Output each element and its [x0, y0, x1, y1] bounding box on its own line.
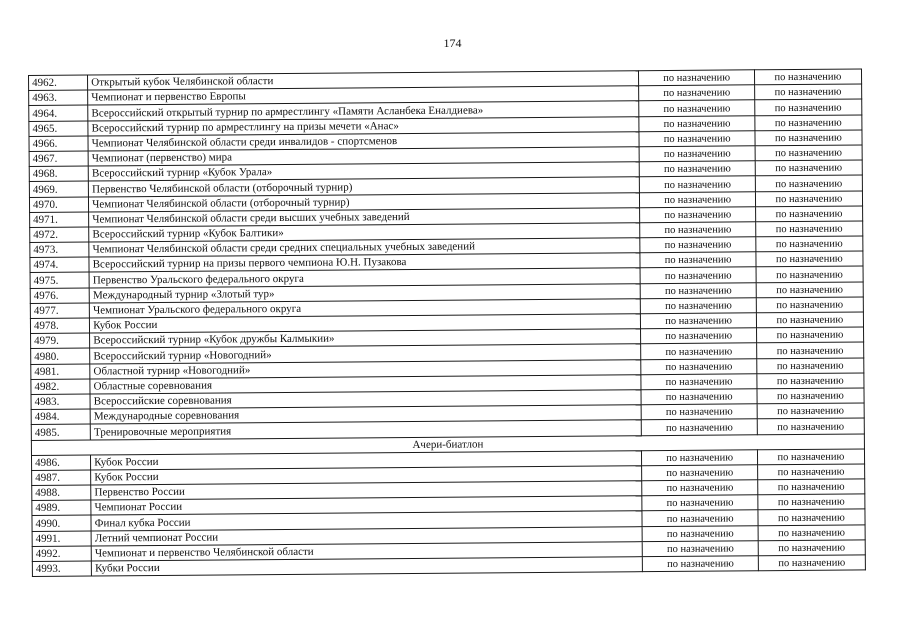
value-cell-second: по назначению — [754, 69, 861, 85]
row-number: 4979. — [31, 333, 90, 349]
value-cell-first: по назначению — [642, 449, 757, 465]
event-name: Областной турнир «Новогодний» — [90, 359, 641, 379]
value-cell-second: по назначению — [756, 251, 863, 267]
row-number: 4991. — [32, 531, 91, 547]
event-name: Финал кубка России — [91, 511, 642, 531]
value-cell-second: по назначению — [755, 145, 862, 161]
value-cell-second: по назначению — [757, 388, 864, 404]
event-name: Чемпионат Челябинской области среди высших учебных заведений — [89, 207, 640, 227]
row-number: 4990. — [32, 515, 91, 531]
value-cell-first: по назначению — [641, 358, 756, 374]
value-cell-second: по назначению — [758, 509, 865, 525]
value-cell-first: по назначению — [641, 389, 756, 405]
value-cell-first: по назначению — [641, 328, 756, 344]
value-cell-second: по назначению — [755, 190, 862, 206]
row-number: 4986. — [31, 455, 90, 471]
row-number: 4968. — [29, 166, 88, 182]
value-cell-first: по назначению — [639, 85, 754, 101]
value-cell-second: по назначению — [758, 494, 865, 510]
value-cell-second: по назначению — [755, 206, 862, 222]
row-number: 4975. — [30, 272, 89, 288]
value-cell-first: по назначению — [643, 525, 758, 541]
events-table — [28, 68, 866, 577]
value-cell-first: по назначению — [640, 206, 755, 222]
event-name: Кубок России — [91, 466, 642, 486]
value-cell-first: по назначению — [641, 374, 756, 390]
event-name: Чемпионат и первенство Челябинской области — [91, 541, 642, 561]
event-name: Первенство Челябинской области (отборочный турнир) — [89, 177, 640, 197]
value-cell-second: по назначению — [755, 160, 862, 176]
value-cell-first: по назначению — [640, 237, 755, 253]
value-cell-second: по назначению — [755, 130, 862, 146]
event-name: Чемпионат Челябинской области среди средних специальных учебных заведений — [89, 238, 640, 258]
event-name: Первенство России — [91, 481, 642, 501]
value-cell-first: по назначению — [640, 176, 755, 192]
event-name: Летний чемпионат России — [91, 526, 642, 546]
row-number: 4978. — [30, 318, 89, 334]
section-title: Ачери-биатлон — [31, 433, 864, 455]
event-name: Всероссийский турнир по армрестлингу на призы мечети «Анас» — [88, 116, 639, 136]
row-number: 4988. — [32, 485, 91, 501]
row-number: 4974. — [30, 257, 89, 273]
event-name: Тренировочные мероприятия — [90, 420, 641, 440]
row-number: 4980. — [31, 348, 90, 364]
event-name: Кубок России — [91, 450, 642, 470]
value-cell-first: по назначению — [642, 404, 757, 420]
row-number: 4967. — [29, 151, 88, 167]
event-name: Международные соревнования — [90, 405, 641, 425]
value-cell-first: по назначению — [642, 510, 757, 526]
value-cell-first: по назначению — [642, 419, 757, 435]
value-cell-second: по назначению — [755, 221, 862, 237]
value-cell-second: по назначению — [758, 525, 865, 541]
event-name: Открытый кубок Челябинской области — [88, 71, 639, 91]
value-cell-second: по назначению — [757, 418, 864, 434]
event-name: Чемпионат России — [91, 496, 642, 516]
row-number: 4984. — [31, 409, 90, 425]
event-name: Международный турнир «Злотый тур» — [89, 283, 640, 303]
row-number: 4973. — [30, 242, 89, 258]
event-name: Всероссийский открытый турнир по армрестлингу «Памяти Асланбека Еналдиева» — [88, 101, 639, 121]
value-cell-first: по назначению — [640, 146, 755, 162]
value-cell-second: по назначению — [755, 99, 862, 115]
event-name: Чемпионат Челябинской области среди инвалидов - спортсменов — [88, 131, 639, 151]
value-cell-second: по назначению — [756, 342, 863, 358]
value-cell-first: по назначению — [643, 541, 758, 557]
value-cell-first: по назначению — [639, 115, 754, 131]
row-number: 4993. — [32, 561, 91, 577]
event-name: Чемпионат (первенство) мира — [88, 147, 639, 167]
value-cell-second: по назначению — [756, 327, 863, 343]
value-cell-second: по назначению — [758, 540, 865, 556]
row-number: 4976. — [30, 288, 89, 304]
value-cell-first: по назначению — [642, 495, 757, 511]
value-cell-second: по назначению — [757, 479, 864, 495]
value-cell-second: по назначению — [757, 464, 864, 480]
value-cell-second: по назначению — [757, 358, 864, 374]
row-number: 4963. — [29, 90, 88, 106]
event-name: Всероссийский турнир на призы первого чемпиона Ю.Н. Пузакова — [89, 253, 640, 273]
row-number: 4983. — [31, 394, 90, 410]
value-cell-second: по назначению — [757, 403, 864, 419]
event-name: Первенство Уральского федерального округа — [89, 268, 640, 288]
value-cell-first: по назначению — [639, 100, 754, 116]
value-cell-second: по назначению — [756, 266, 863, 282]
row-number: 4972. — [30, 227, 89, 243]
row-number: 4964. — [29, 105, 88, 121]
page-number: 174 — [443, 36, 462, 50]
value-cell-first: по назначению — [640, 252, 755, 268]
value-cell-second: по назначению — [756, 282, 863, 298]
value-cell-first: по назначению — [639, 70, 754, 86]
value-cell-first: по назначению — [642, 465, 757, 481]
value-cell-second: по назначению — [756, 312, 863, 328]
value-cell-second: по назначению — [755, 115, 862, 131]
value-cell-first: по назначению — [641, 343, 756, 359]
row-number: 4966. — [29, 136, 88, 152]
event-name: Областные соревнования — [90, 374, 641, 394]
value-cell-first: по назначению — [640, 222, 755, 238]
event-name: Кубки России — [92, 557, 643, 577]
value-cell-second: по назначению — [756, 297, 863, 313]
value-cell-second: по назначению — [757, 373, 864, 389]
value-cell-second: по назначению — [754, 84, 861, 100]
value-cell-first: по назначению — [640, 161, 755, 177]
event-name: Всероссийский турнир «Новогодний» — [90, 344, 641, 364]
row-number: 4989. — [32, 500, 91, 516]
value-cell-first: по назначению — [641, 313, 756, 329]
row-number: 4969. — [29, 181, 88, 197]
value-cell-first: по назначению — [642, 480, 757, 496]
value-cell-first: по назначению — [640, 191, 755, 207]
value-cell-first: по назначению — [643, 556, 758, 572]
row-number: 4970. — [29, 197, 88, 213]
value-cell-second: по назначению — [757, 449, 864, 465]
row-number: 4965. — [29, 121, 88, 137]
event-name: Всероссийские соревнования — [90, 390, 641, 410]
row-number: 4971. — [30, 212, 89, 228]
value-cell-second: по назначению — [755, 175, 862, 191]
value-cell-first: по назначению — [641, 282, 756, 298]
row-number: 4981. — [31, 364, 90, 380]
row-number: 4977. — [30, 303, 89, 319]
value-cell-second: по назначению — [756, 236, 863, 252]
value-cell-first: по назначению — [639, 131, 754, 147]
event-name: Чемпионат Челябинской области (отборочный турнир) — [89, 192, 640, 212]
row-number: 4987. — [32, 470, 91, 486]
event-name: Всероссийский турнир «Кубок Балтики» — [89, 223, 640, 243]
value-cell-first: по назначению — [640, 267, 755, 283]
row-number: 4985. — [31, 424, 90, 440]
event-name: Чемпионат Уральского федерального округа — [89, 299, 640, 319]
event-name: Чемпионат и первенство Европы — [88, 86, 639, 106]
event-name: Всероссийский турнир «Кубок Урала» — [88, 162, 639, 182]
events-table-body — [29, 69, 866, 577]
value-cell-first: по назначению — [641, 298, 756, 314]
row-number: 4982. — [31, 379, 90, 395]
event-name: Всероссийский турнир «Кубок дружбы Калмыкии» — [90, 329, 641, 349]
row-number: 4992. — [32, 546, 91, 562]
event-name: Кубок России — [90, 314, 641, 334]
value-cell-second: по назначению — [758, 555, 865, 571]
row-number: 4962. — [29, 75, 88, 91]
